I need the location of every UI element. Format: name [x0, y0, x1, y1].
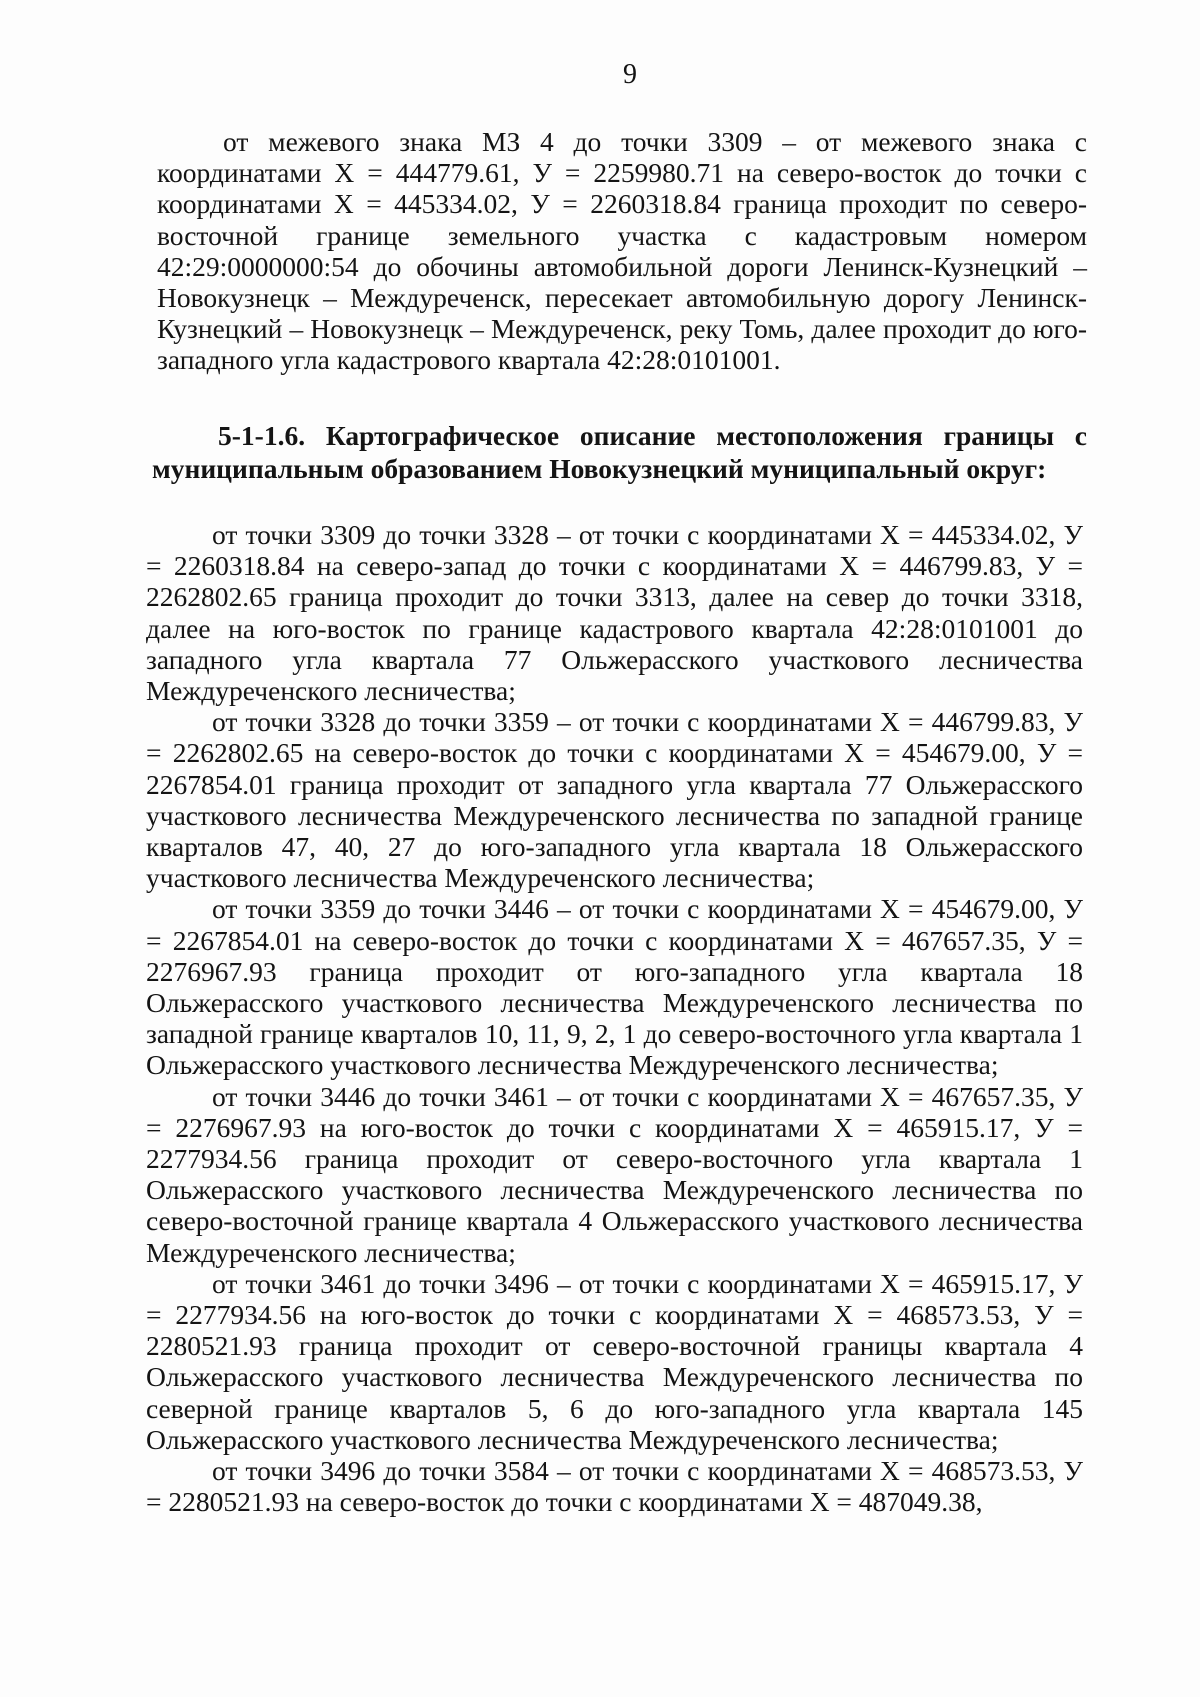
- section-heading: [152, 419, 1087, 485]
- paragraph: от точки 3446 до точки 3461 – от точки с координатами Х = 467657.35, У = 2276967.93 на юго-восток до точки с координатами Х = 465915.17, У = 2277934.56 граница проходит от северо-восточного угла квартала 1 Ольжерасского участкового лесничества Междуреченского лесничества по северо-восточной границе квартала 4 Ольжерасского участкового лесничества Междуреченского лесничества;: [146, 1080, 1083, 1268]
- intro-block: [157, 126, 1087, 376]
- section-number: 5-1-1.6.: [218, 420, 306, 451]
- paragraph: от точки 3359 до точки 3446 – от точки с координатами Х = 454679.00, У = 2267854.01 на северо-восток до точки с координатами Х = 467657.35, У = 2276967.93 граница проходит от юго-западного угла квартала 18 Ольжерасского участкового лесничества Междуреченского лесничества по западной границе кварталов 10, 11, 9, 2, 1 до северо-восточного угла квартала 1 Ольжерасского участкового лесничества Междуреченского лесничества;: [146, 893, 1083, 1081]
- paragraph-intro: от межевого знака МЗ 4 до точки 3309 – от межевого знака с координатами Х = 444779.61, У = 2259980.71 на северо-восток до точки с координатами Х = 445334.02, У = 2260318.84 граница проходит по северо-восточной границе земельного участка с кадастровым номером 42:29:0000000:54 до обочины автомобильной дороги Ленинск-Кузнецкий – Новокузнецк – Междуреченск, пересекает автомобильную дорогу Ленинск-Кузнецкий – Новокузнецк – Междуреченск, реку Томь, далее проходит до юго-западного угла кадастрового квартала 42:28:0101001.: [157, 126, 1087, 376]
- body-block: [146, 519, 1083, 1518]
- paragraph: от точки 3328 до точки 3359 – от точки с координатами Х = 446799.83, У = 2262802.65 на северо-восток до точки с координатами Х = 454679.00, У = 2267854.01 граница проходит от западного угла квартала 77 Ольжерасского участкового лесничества Междуреченского лесничества по западной границе кварталов 47, 40, 27 до юго-западного угла квартала 18 Ольжерасского участкового лесничества Междуреченского лесничества;: [146, 706, 1083, 894]
- paragraph: от точки 3309 до точки 3328 – от точки с координатами Х = 445334.02, У = 2260318.84 на северо-запад до точки с координатами Х = 446799.83, У = 2262802.65 граница проходит до точки 3313, далее на север до точки 3318, далее на юго-восток по границе кадастрового квартала 42:28:0101001 до западного угла квартала 77 Ольжерасского участкового лесничества Междуреченского лесничества;: [146, 519, 1083, 707]
- paragraph: от точки 3461 до точки 3496 – от точки с координатами Х = 465915.17, У = 2277934.56 на юго-восток до точки с координатами Х = 468573.53, У = 2280521.93 граница проходит от северо-восточной границы квартала 4 Ольжерасского участкового лесничества Междуреченского лесничества по северной границе кварталов 5, 6 до юго-западного угла квартала 145 Ольжерасского участкового лесничества Междуреченского лесничества;: [146, 1267, 1083, 1455]
- section-title: Картографическое описание местоположения границы с муниципальным образованием Новокузнецкий муниципальный округ:: [152, 420, 1088, 484]
- paragraph: от точки 3496 до точки 3584 – от точки с координатами Х = 468573.53, У = 2280521.93 на северо-восток до точки с координатами Х = 487049.38,: [146, 1455, 1083, 1518]
- page-number: 9: [623, 59, 637, 90]
